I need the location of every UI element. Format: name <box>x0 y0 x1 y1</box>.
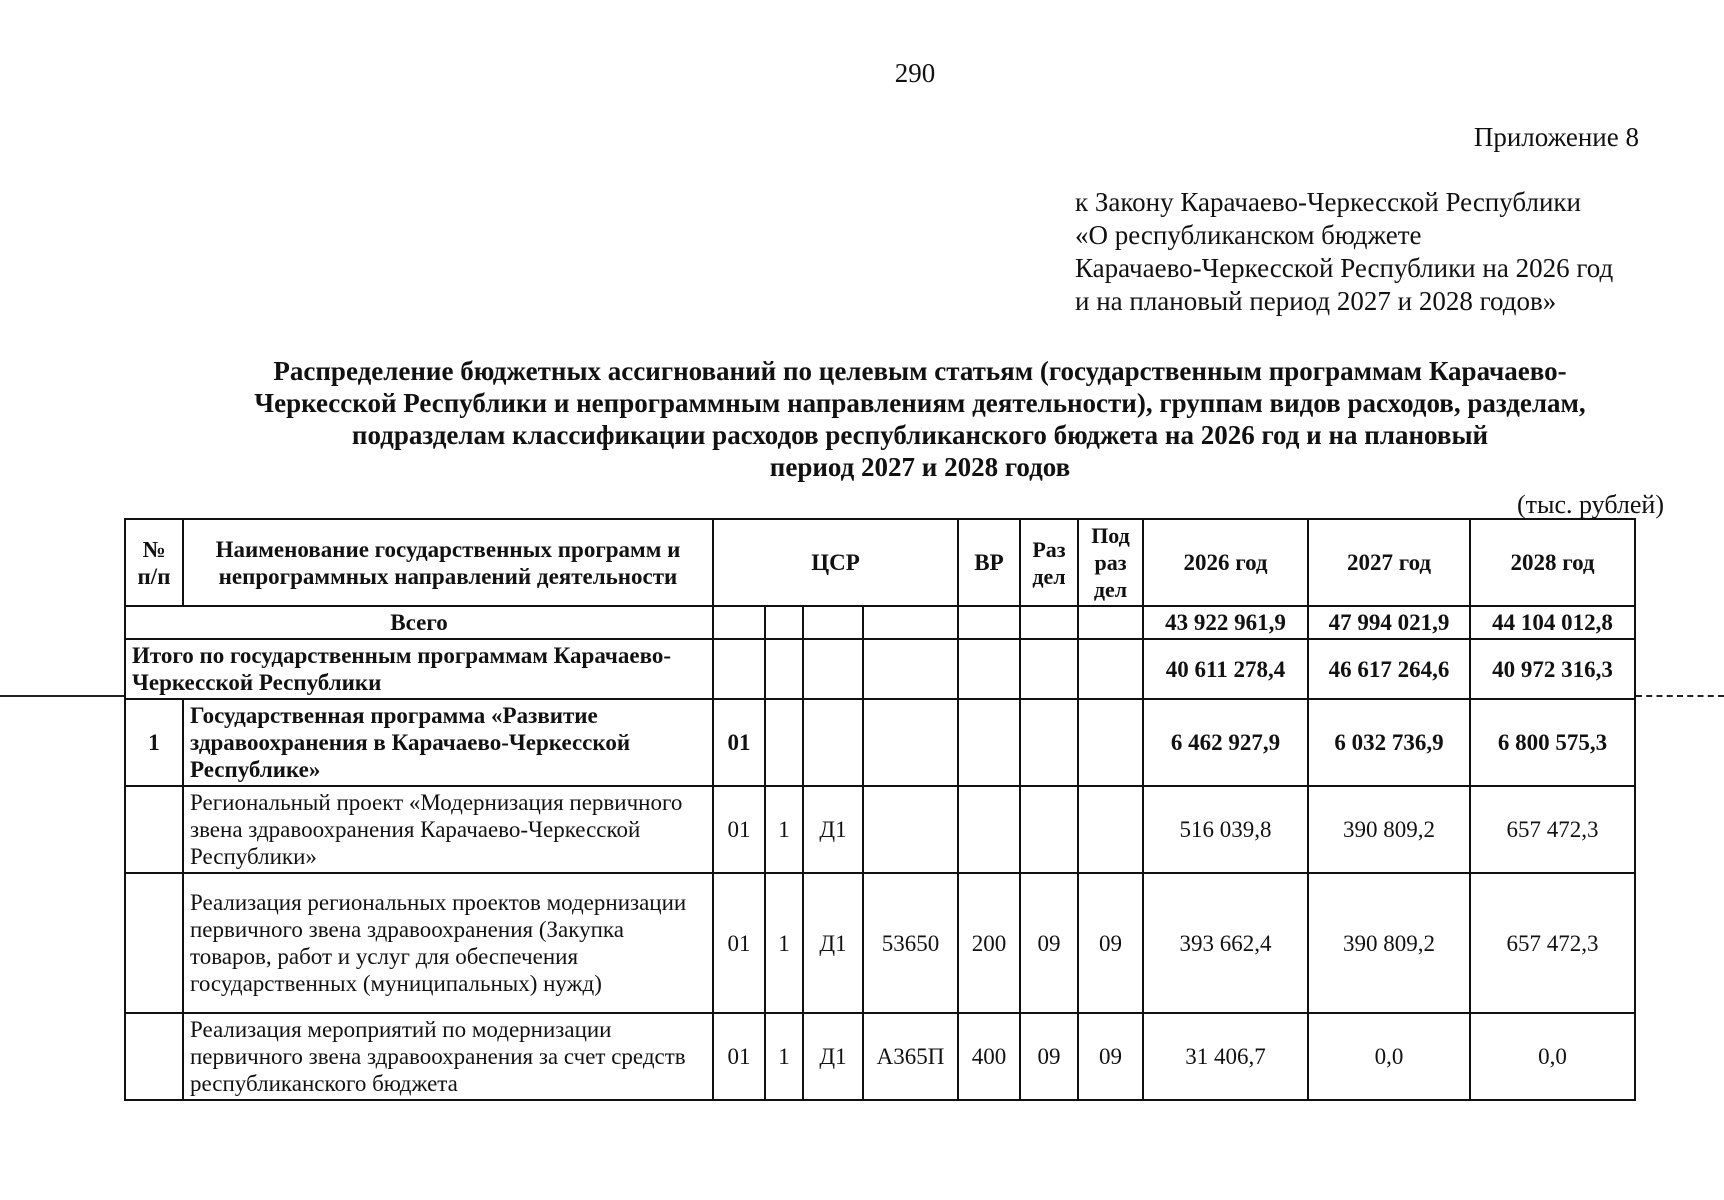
row-podrazdel: 09 <box>1078 1013 1143 1100</box>
row-csr-type: 1 <box>765 786 803 873</box>
row-csr-project: Д1 <box>803 786 863 873</box>
row-2027: 390 809,2 <box>1308 786 1470 873</box>
row-vr: 200 <box>958 873 1020 1013</box>
title-line: Черкесской Республики и непрограммным направлениям деятельности), группам видов расходов, разделам, <box>254 388 1586 418</box>
row-2027: 6 032 736,9 <box>1308 699 1470 786</box>
empty-cell <box>765 639 803 699</box>
row-2026: 393 662,4 <box>1143 873 1308 1013</box>
table-row-total <box>125 606 1635 639</box>
row-csr-project <box>803 699 863 786</box>
row-csr-direction: 53650 <box>863 873 958 1013</box>
row-2027: 0,0 <box>1308 1013 1470 1100</box>
budget-table <box>124 518 1636 1101</box>
header-num: № п/п <box>125 519 183 606</box>
row-csr-program: 01 <box>713 786 765 873</box>
row-2026: 516 039,8 <box>1143 786 1308 873</box>
title-line: Распределение бюджетных ассигнований по целевым статьям (государственным программам Карачаево- <box>273 356 1567 386</box>
row-name: Государственная программа «Развитие здравоохранения в Карачаево-Черкесской Республике» <box>183 699 713 786</box>
row-name: Реализация мероприятий по модернизации первичного звена здравоохранения за счет средств республиканского бюджета <box>183 1013 713 1100</box>
row-csr-direction: А365П <box>863 1013 958 1100</box>
title-line: период 2027 и 2028 годов <box>769 452 1071 482</box>
row-num <box>125 873 183 1013</box>
row-razdel: 09 <box>1020 873 1078 1013</box>
empty-cell <box>1078 606 1143 639</box>
empty-cell <box>863 639 958 699</box>
row-csr-program: 01 <box>713 873 765 1013</box>
empty-cell <box>958 606 1020 639</box>
header-2028: 2028 год <box>1470 519 1635 606</box>
header-name: Наименование государственных программ и непрограммных направлений деятельности <box>183 519 713 606</box>
header-podrazdel: Под раз дел <box>1078 519 1143 606</box>
law-reference <box>1075 186 1695 318</box>
header-vr: ВР <box>958 519 1020 606</box>
table-header-row <box>125 519 1635 606</box>
row-2028: 6 800 575,3 <box>1470 699 1635 786</box>
row-razdel <box>1020 699 1078 786</box>
empty-cell <box>1078 639 1143 699</box>
programs-total-2028: 40 972 316,3 <box>1470 639 1635 699</box>
page-number: 290 <box>894 58 936 88</box>
row-2026: 31 406,7 <box>1143 1013 1308 1100</box>
scan-line-right <box>1636 695 1724 697</box>
law-reference-line: «О республиканском бюджете <box>1075 220 1422 250</box>
row-razdel <box>1020 786 1078 873</box>
law-reference-line: к Закону Карачаево-Черкесской Республики <box>1075 187 1581 217</box>
row-csr-project: Д1 <box>803 1013 863 1100</box>
row-vr: 400 <box>958 1013 1020 1100</box>
row-csr-program: 01 <box>713 1013 765 1100</box>
units-label: (тыс. рублей) <box>1516 490 1664 519</box>
row-csr-direction <box>863 699 958 786</box>
table-row-programs-total <box>125 639 1635 699</box>
row-vr <box>958 786 1020 873</box>
row-2026: 6 462 927,9 <box>1143 699 1308 786</box>
empty-cell <box>713 606 765 639</box>
scan-line-left <box>0 695 126 697</box>
empty-cell <box>958 639 1020 699</box>
total-2026: 43 922 961,9 <box>1143 606 1308 639</box>
row-csr-type: 1 <box>765 873 803 1013</box>
row-2027: 390 809,2 <box>1308 873 1470 1013</box>
empty-cell <box>713 639 765 699</box>
header-2026: 2026 год <box>1143 519 1308 606</box>
table-row <box>125 786 1635 873</box>
empty-cell <box>1020 606 1078 639</box>
row-num <box>125 786 183 873</box>
row-2028: 657 472,3 <box>1470 786 1635 873</box>
row-razdel: 09 <box>1020 1013 1078 1100</box>
table-row <box>125 1013 1635 1100</box>
row-csr-project: Д1 <box>803 873 863 1013</box>
programs-total-label: Итого по государственным программам Карачаево-Черкесской Республики <box>125 639 713 699</box>
header-razdel: Раз дел <box>1020 519 1078 606</box>
law-reference-line: Карачаево-Черкесской Республики на 2026 год <box>1075 253 1614 283</box>
row-name: Реализация региональных проектов модернизации первичного звена здравоохранения (Закупка товаров, работ и услуг для обеспечения государственных (муниципальных) нужд) <box>183 873 713 1013</box>
row-podrazdel: 09 <box>1078 873 1143 1013</box>
header-2027: 2027 год <box>1308 519 1470 606</box>
row-num: 1 <box>125 699 183 786</box>
header-csr: ЦСР <box>713 519 958 606</box>
row-csr-program: 01 <box>713 699 765 786</box>
row-csr-type: 1 <box>765 1013 803 1100</box>
programs-total-2027: 46 617 264,6 <box>1308 639 1470 699</box>
empty-cell <box>765 606 803 639</box>
total-label: Всего <box>125 606 713 639</box>
row-num <box>125 1013 183 1100</box>
row-2028: 657 472,3 <box>1470 873 1635 1013</box>
law-reference-line: и на плановый период 2027 и 2028 годов» <box>1075 286 1557 316</box>
table-row <box>125 699 1635 786</box>
empty-cell <box>863 606 958 639</box>
row-csr-direction <box>863 786 958 873</box>
appendix-label: Приложение 8 <box>1473 122 1639 152</box>
empty-cell <box>1020 639 1078 699</box>
empty-cell <box>803 606 863 639</box>
table-row <box>125 873 1635 1013</box>
total-2027: 47 994 021,9 <box>1308 606 1470 639</box>
row-podrazdel <box>1078 786 1143 873</box>
row-2028: 0,0 <box>1470 1013 1635 1100</box>
title-line: подразделам классификации расходов республиканского бюджета на 2026 год и на плановый <box>351 420 1489 450</box>
empty-cell <box>803 639 863 699</box>
row-vr <box>958 699 1020 786</box>
row-csr-type <box>765 699 803 786</box>
total-2028: 44 104 012,8 <box>1470 606 1635 639</box>
row-name: Региональный проект «Модернизация первичного звена здравоохранения Карачаево-Черкесской Республики» <box>183 786 713 873</box>
programs-total-2026: 40 611 278,4 <box>1143 639 1308 699</box>
row-podrazdel <box>1078 699 1143 786</box>
document-title <box>160 355 1680 483</box>
